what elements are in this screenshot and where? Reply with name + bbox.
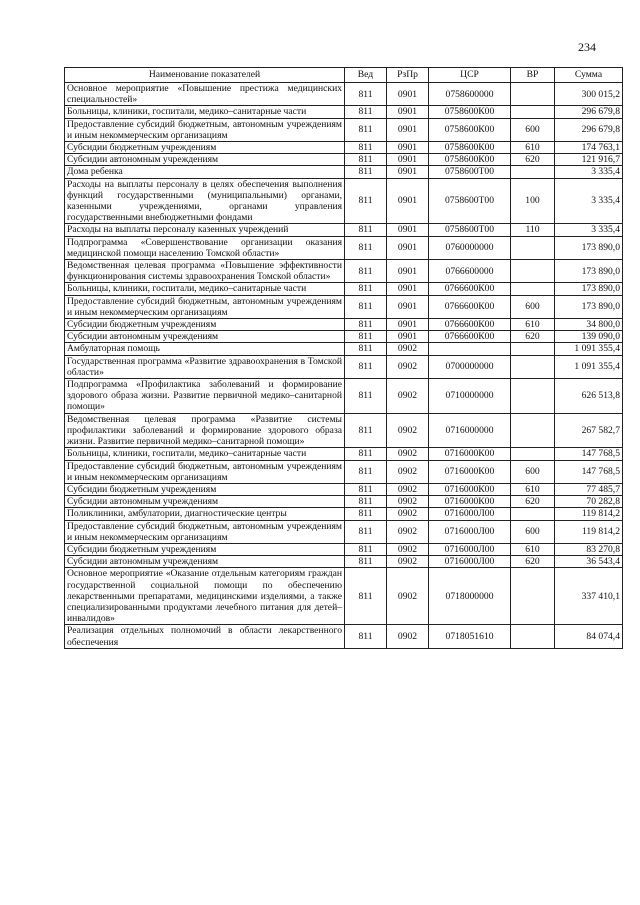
- cell-sum: 296 679,8: [555, 118, 623, 141]
- cell-sum: 1 091 355,4: [555, 343, 623, 355]
- cell-rzpr: 0902: [387, 460, 429, 483]
- cell-csr: 0760000000: [429, 236, 511, 259]
- cell-name: Субсидии автономным учреждениям: [65, 496, 345, 508]
- cell-csr: 0758600000: [429, 83, 511, 106]
- cell-sum: 36 543,4: [555, 556, 623, 568]
- cell-rzpr: 0901: [387, 166, 429, 178]
- cell-name: Предоставление субсидий бюджетным, автономным учреждениям и иным некоммерческим организациям: [65, 520, 345, 543]
- cell-vr: [511, 448, 555, 460]
- cell-sum: 119 814,2: [555, 508, 623, 520]
- column-header-csr: ЦСР: [429, 68, 511, 83]
- table-row: [65, 283, 623, 295]
- cell-ved: 811: [345, 413, 387, 448]
- table-row: [65, 178, 623, 224]
- cell-csr: 0766600К00: [429, 283, 511, 295]
- cell-ved: 811: [345, 520, 387, 543]
- cell-ved: 811: [345, 448, 387, 460]
- cell-ved: 811: [345, 568, 387, 625]
- cell-ved: 811: [345, 625, 387, 648]
- cell-sum: 147 768,5: [555, 460, 623, 483]
- cell-rzpr: 0901: [387, 106, 429, 118]
- cell-rzpr: 0902: [387, 625, 429, 648]
- cell-rzpr: 0901: [387, 224, 429, 236]
- cell-ved: 811: [345, 283, 387, 295]
- cell-ved: 811: [345, 543, 387, 555]
- cell-rzpr: 0902: [387, 355, 429, 378]
- cell-csr: 0758600К00: [429, 118, 511, 141]
- cell-name: Расходы на выплаты персоналу в целях обеспечения выполнения функций государственными (муниципальными) органами, казенными учреждениями, органами управления государственными внебюджетными фондами: [65, 178, 345, 224]
- cell-name: Предоставление субсидий бюджетным, автономным учреждениям и иным некоммерческим организациям: [65, 460, 345, 483]
- cell-rzpr: 0902: [387, 343, 429, 355]
- table-row: [65, 543, 623, 555]
- cell-name: Больницы, клиники, госпитали, медико–санитарные части: [65, 448, 345, 460]
- cell-vr: [511, 166, 555, 178]
- cell-csr: 0758600К00: [429, 106, 511, 118]
- table-row: [65, 224, 623, 236]
- cell-sum: 70 282,8: [555, 496, 623, 508]
- cell-csr: 0716000Л00: [429, 543, 511, 555]
- cell-sum: 1 091 355,4: [555, 355, 623, 378]
- table-row: [65, 413, 623, 448]
- cell-name: Субсидии автономным учреждениям: [65, 331, 345, 343]
- table-row: [65, 556, 623, 568]
- column-header-vr: ВР: [511, 68, 555, 83]
- cell-ved: 811: [345, 355, 387, 378]
- table-row: [65, 496, 623, 508]
- cell-rzpr: 0901: [387, 142, 429, 154]
- cell-vr: 620: [511, 331, 555, 343]
- cell-rzpr: 0902: [387, 508, 429, 520]
- cell-sum: 119 814,2: [555, 520, 623, 543]
- cell-csr: 0766600К00: [429, 331, 511, 343]
- cell-csr: 0700000000: [429, 355, 511, 378]
- cell-ved: 811: [345, 154, 387, 166]
- cell-vr: 100: [511, 178, 555, 224]
- table-row: [65, 154, 623, 166]
- cell-name: Субсидии бюджетным учреждениям: [65, 319, 345, 331]
- cell-name: Больницы, клиники, госпитали, медико–санитарные части: [65, 283, 345, 295]
- cell-sum: 3 335,4: [555, 224, 623, 236]
- cell-vr: [511, 508, 555, 520]
- cell-sum: 173 890,0: [555, 283, 623, 295]
- cell-rzpr: 0902: [387, 520, 429, 543]
- cell-rzpr: 0901: [387, 178, 429, 224]
- cell-sum: 84 074,4: [555, 625, 623, 648]
- cell-csr: 0716000Л00: [429, 520, 511, 543]
- page-number: 234: [578, 40, 596, 54]
- cell-ved: 811: [345, 319, 387, 331]
- cell-csr: 0718051610: [429, 625, 511, 648]
- cell-vr: [511, 343, 555, 355]
- cell-name: Субсидии бюджетным учреждениям: [65, 543, 345, 555]
- cell-name: Поликлиники, амбулатории, диагностические центры: [65, 508, 345, 520]
- cell-sum: 121 916,7: [555, 154, 623, 166]
- cell-sum: 173 890,0: [555, 260, 623, 283]
- cell-csr: 0758600Т00: [429, 178, 511, 224]
- cell-vr: [511, 106, 555, 118]
- cell-vr: 610: [511, 483, 555, 495]
- cell-name: Дома ребенка: [65, 166, 345, 178]
- column-header-ved: Вед: [345, 68, 387, 83]
- cell-name: Амбулаторная помощь: [65, 343, 345, 355]
- cell-name: Основное мероприятие «Оказание отдельным категориям граждан государственной социальной помощи по обеспечению лекарственными препаратами, медицинскими изделиями, а также специализированными продуктами лечебного питания для детей–инвалидов»: [65, 568, 345, 625]
- cell-name: Ведомственная целевая программа «Развитие системы профилактики заболеваний и формирование здорового образа жизни. Развитие первичной медико–санитарной помощи»: [65, 413, 345, 448]
- cell-vr: [511, 260, 555, 283]
- cell-name: Ведомственная целевая программа «Повышение эффективности функционирования системы здравоохранения Томской области»: [65, 260, 345, 283]
- cell-sum: 267 582,7: [555, 413, 623, 448]
- cell-sum: 34 800,0: [555, 319, 623, 331]
- cell-csr: 0766600000: [429, 260, 511, 283]
- cell-csr: 0766600К00: [429, 319, 511, 331]
- table-row: [65, 448, 623, 460]
- cell-vr: [511, 283, 555, 295]
- cell-vr: 620: [511, 556, 555, 568]
- cell-rzpr: 0902: [387, 413, 429, 448]
- cell-ved: 811: [345, 295, 387, 318]
- cell-vr: 600: [511, 118, 555, 141]
- cell-sum: 173 890,0: [555, 236, 623, 259]
- cell-vr: 610: [511, 142, 555, 154]
- cell-csr: 0718000000: [429, 568, 511, 625]
- table-row: [65, 625, 623, 648]
- cell-name: Субсидии бюджетным учреждениям: [65, 483, 345, 495]
- cell-csr: 0716000К00: [429, 483, 511, 495]
- cell-csr: 0710000000: [429, 379, 511, 414]
- cell-csr: 0716000К00: [429, 460, 511, 483]
- cell-name: Субсидии автономным учреждениям: [65, 154, 345, 166]
- cell-csr: 0716000К00: [429, 448, 511, 460]
- cell-name: Субсидии бюджетным учреждениям: [65, 142, 345, 154]
- cell-name: Подпрограмма «Совершенствование организации оказания медицинской помощи населению Томской области»: [65, 236, 345, 259]
- column-header-name: Наименование показателей: [65, 68, 345, 83]
- cell-csr: 0758600К00: [429, 154, 511, 166]
- cell-rzpr: 0902: [387, 556, 429, 568]
- cell-vr: 620: [511, 496, 555, 508]
- table-row: [65, 106, 623, 118]
- cell-vr: 620: [511, 154, 555, 166]
- table-row: [65, 355, 623, 378]
- table-row: [65, 260, 623, 283]
- table-row: [65, 118, 623, 141]
- cell-rzpr: 0901: [387, 236, 429, 259]
- cell-rzpr: 0902: [387, 448, 429, 460]
- cell-vr: [511, 379, 555, 414]
- cell-csr: 0766600К00: [429, 295, 511, 318]
- cell-csr: 0716000К00: [429, 496, 511, 508]
- cell-rzpr: 0902: [387, 483, 429, 495]
- cell-name: Субсидии автономным учреждениям: [65, 556, 345, 568]
- cell-sum: 147 768,5: [555, 448, 623, 460]
- cell-rzpr: 0901: [387, 295, 429, 318]
- table-body: [65, 83, 623, 649]
- table-row: [65, 379, 623, 414]
- cell-ved: 811: [345, 166, 387, 178]
- cell-name: Реализация отдельных полномочий в области лекарственного обеспечения: [65, 625, 345, 648]
- cell-ved: 811: [345, 379, 387, 414]
- cell-rzpr: 0901: [387, 331, 429, 343]
- table-row: [65, 568, 623, 625]
- cell-ved: 811: [345, 178, 387, 224]
- cell-sum: 174 763,1: [555, 142, 623, 154]
- table-header-row: [65, 68, 623, 83]
- cell-vr: 110: [511, 224, 555, 236]
- cell-vr: [511, 413, 555, 448]
- column-header-rzpr: РзПр: [387, 68, 429, 83]
- cell-ved: 811: [345, 460, 387, 483]
- cell-rzpr: 0902: [387, 543, 429, 555]
- cell-vr: [511, 625, 555, 648]
- cell-rzpr: 0902: [387, 568, 429, 625]
- cell-sum: 139 090,0: [555, 331, 623, 343]
- cell-ved: 811: [345, 83, 387, 106]
- cell-rzpr: 0901: [387, 83, 429, 106]
- cell-sum: 173 890,0: [555, 295, 623, 318]
- cell-ved: 811: [345, 331, 387, 343]
- table-row: [65, 343, 623, 355]
- cell-csr: 0716000000: [429, 413, 511, 448]
- table-row: [65, 508, 623, 520]
- cell-sum: 300 015,2: [555, 83, 623, 106]
- cell-sum: 296 679,8: [555, 106, 623, 118]
- cell-rzpr: 0901: [387, 319, 429, 331]
- column-header-sum: Сумма: [555, 68, 623, 83]
- table-row: [65, 83, 623, 106]
- budget-table: [64, 67, 623, 649]
- cell-rzpr: 0902: [387, 496, 429, 508]
- cell-sum: 83 270,8: [555, 543, 623, 555]
- cell-name: Государственная программа «Развитие здравоохранения в Томской области»: [65, 355, 345, 378]
- cell-rzpr: 0902: [387, 379, 429, 414]
- table-row: [65, 319, 623, 331]
- cell-vr: [511, 83, 555, 106]
- table-row: [65, 236, 623, 259]
- cell-ved: 811: [345, 496, 387, 508]
- table-row: [65, 166, 623, 178]
- cell-ved: 811: [345, 224, 387, 236]
- cell-sum: 337 410,1: [555, 568, 623, 625]
- table-row: [65, 295, 623, 318]
- cell-name: Расходы на выплаты персоналу казенных учреждений: [65, 224, 345, 236]
- cell-vr: [511, 236, 555, 259]
- cell-ved: 811: [345, 556, 387, 568]
- table-row: [65, 520, 623, 543]
- cell-vr: 600: [511, 295, 555, 318]
- cell-vr: 610: [511, 543, 555, 555]
- cell-sum: 3 335,4: [555, 166, 623, 178]
- cell-vr: 600: [511, 520, 555, 543]
- cell-rzpr: 0901: [387, 118, 429, 141]
- table-row: [65, 460, 623, 483]
- cell-vr: [511, 568, 555, 625]
- table-row: [65, 331, 623, 343]
- cell-name: Предоставление субсидий бюджетным, автономным учреждениям и иным некоммерческим организациям: [65, 118, 345, 141]
- cell-ved: 811: [345, 260, 387, 283]
- table-row: [65, 142, 623, 154]
- cell-vr: 610: [511, 319, 555, 331]
- cell-name: Больницы, клиники, госпитали, медико–санитарные части: [65, 106, 345, 118]
- cell-sum: 3 335,4: [555, 178, 623, 224]
- cell-ved: 811: [345, 106, 387, 118]
- cell-csr: 0716000Л00: [429, 508, 511, 520]
- cell-rzpr: 0901: [387, 283, 429, 295]
- cell-csr: 0758600Т00: [429, 166, 511, 178]
- cell-vr: 600: [511, 460, 555, 483]
- cell-rzpr: 0901: [387, 154, 429, 166]
- cell-name: Подпрограмма «Профилактика заболеваний и формирование здорового образа жизни. Развитие первичной медико–санитарной помощи»: [65, 379, 345, 414]
- cell-csr: 0716000Л00: [429, 556, 511, 568]
- cell-sum: 626 513,8: [555, 379, 623, 414]
- cell-csr: 0758600Т00: [429, 224, 511, 236]
- cell-ved: 811: [345, 142, 387, 154]
- cell-ved: 811: [345, 483, 387, 495]
- cell-csr: [429, 343, 511, 355]
- cell-ved: 811: [345, 118, 387, 141]
- cell-name: Предоставление субсидий бюджетным, автономным учреждениям и иным некоммерческим организациям: [65, 295, 345, 318]
- cell-vr: [511, 355, 555, 378]
- cell-ved: 811: [345, 343, 387, 355]
- cell-ved: 811: [345, 508, 387, 520]
- table-row: [65, 483, 623, 495]
- cell-sum: 77 485,7: [555, 483, 623, 495]
- cell-ved: 811: [345, 236, 387, 259]
- cell-csr: 0758600К00: [429, 142, 511, 154]
- cell-name: Основное мероприятие «Повышение престижа медицинских специальностей»: [65, 83, 345, 106]
- cell-rzpr: 0901: [387, 260, 429, 283]
